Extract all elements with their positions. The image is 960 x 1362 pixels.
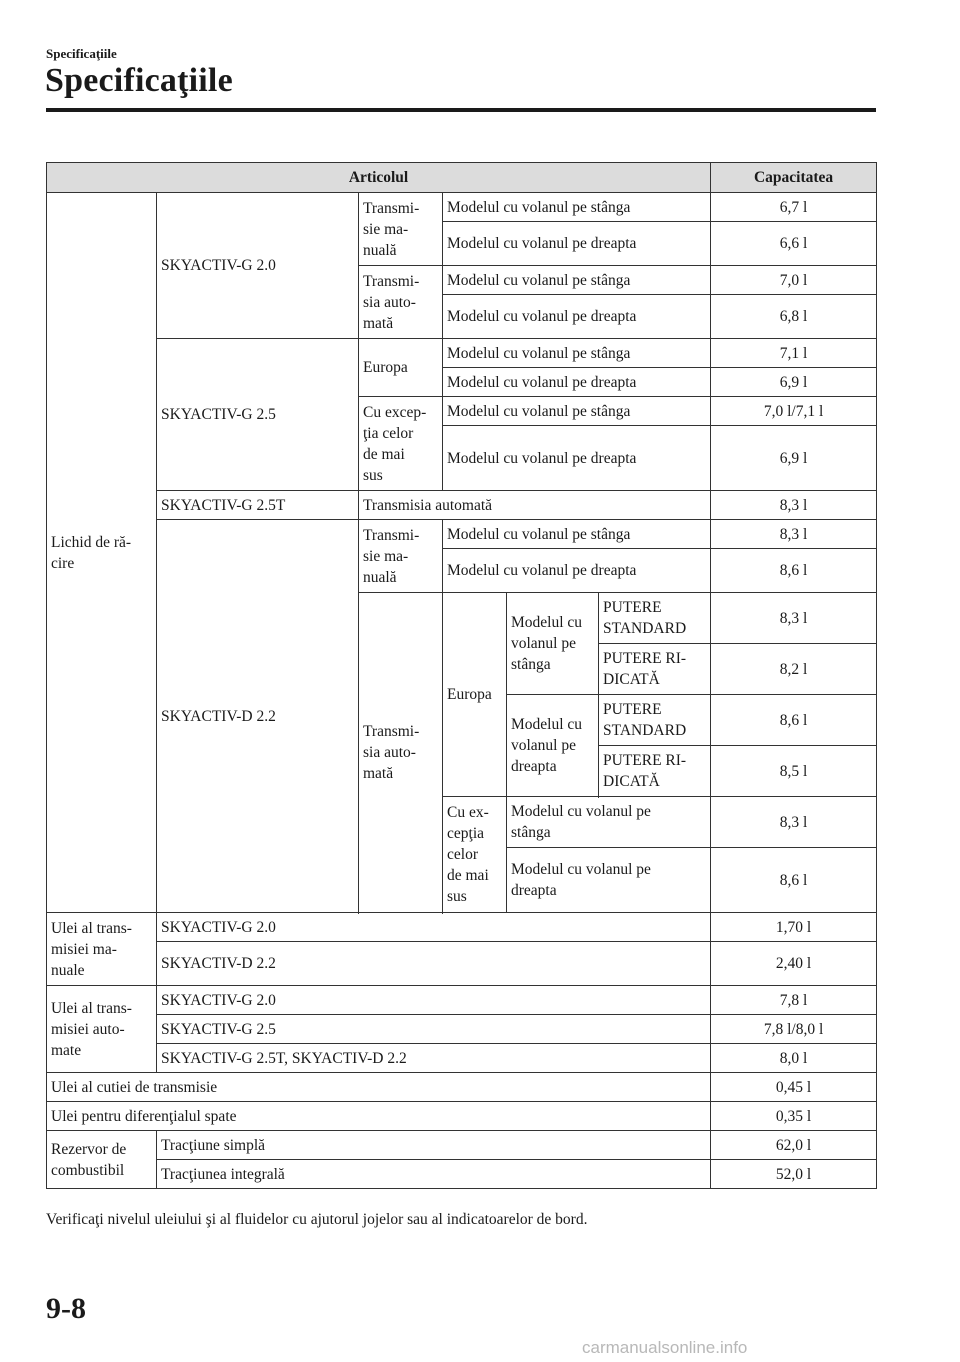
capacity-value: 6,9 l	[711, 426, 877, 491]
capacity-value: 52,0 l	[711, 1160, 877, 1189]
model-cell: Modelul cu volanul pe dreapta	[443, 426, 711, 491]
model-cell: Modelul cu volanul pe stânga	[443, 397, 711, 426]
model-cell: Modelul cu volanul pe dreapta	[443, 222, 711, 266]
table-row	[47, 1131, 877, 1160]
table-row	[47, 1102, 877, 1131]
engine-cell: SKYACTIV-G 2.5	[157, 1015, 711, 1044]
table-row	[47, 520, 877, 549]
model-cell: Modelul cu volanul pe dreapta	[507, 848, 711, 913]
capacity-value: 7,8 l	[711, 986, 877, 1015]
engine-cell: SKYACTIV-G 2.0	[157, 913, 711, 942]
capacity-value: 6,7 l	[711, 193, 877, 222]
region-cell: Europa	[359, 339, 443, 397]
region-cell: Europa	[443, 593, 507, 797]
engine-cell: SKYACTIV-G 2.0	[157, 193, 359, 339]
power-cell: PUTERE RI- DICATĂ	[599, 746, 711, 797]
footnote: Verificaţi nivelul uleiului şi al fluidelor cu ajutorul jojelor sau al indicatoarelor de bord.	[46, 1211, 588, 1228]
power-cell: PUTERE STANDARD	[599, 593, 711, 644]
region-cell: Cu ex- cepţia celor de mai sus	[443, 797, 507, 913]
section-running-header: Specificaţiile	[46, 46, 117, 61]
engine-cell: SKYACTIV-G 2.5T	[157, 491, 359, 520]
transmission-cell: Transmi- sia auto- mată	[359, 593, 443, 913]
model-cell: Modelul cu volanul pe dreapta	[443, 368, 711, 397]
header-item: Articolul	[47, 163, 711, 193]
capacity-value: 7,0 l	[711, 266, 877, 295]
capacity-value: 8,2 l	[711, 644, 877, 695]
table-row	[47, 942, 877, 986]
capacity-value: 1,70 l	[711, 913, 877, 942]
capacity-value: 6,8 l	[711, 295, 877, 339]
capacity-value: 8,6 l	[711, 549, 877, 593]
header-rule	[46, 108, 876, 112]
engine-cell: SKYACTIV-G 2.5	[157, 339, 359, 491]
manual-oil-label: Ulei al trans- misiei ma- nuale	[47, 913, 157, 986]
page-number: 9-8	[46, 1292, 86, 1325]
table-header-row	[47, 163, 877, 193]
capacity-value: 8,3 l	[711, 491, 877, 520]
drive-cell: Tracţiune simplă	[157, 1131, 711, 1160]
capacity-value: 7,0 l/7,1 l	[711, 397, 877, 426]
capacity-value: 2,40 l	[711, 942, 877, 986]
auto-oil-label: Ulei al trans- misiei auto- mate	[47, 986, 157, 1073]
differential-oil-label: Ulei pentru diferenţialul spate	[47, 1102, 711, 1131]
capacity-value: 8,3 l	[711, 520, 877, 549]
transmission-cell: Transmi- sie ma- nuală	[359, 520, 443, 593]
capacity-value: 62,0 l	[711, 1131, 877, 1160]
model-cell: Modelul cu volanul pe stânga	[507, 797, 711, 848]
capacity-value: 6,6 l	[711, 222, 877, 266]
capacity-value: 7,1 l	[711, 339, 877, 368]
capacities-table	[46, 162, 877, 1189]
header-capacity: Capacitatea	[711, 163, 877, 193]
table-row	[47, 1073, 877, 1102]
table-row	[47, 193, 877, 222]
model-cell: Modelul cu volanul pe dreapta	[443, 549, 711, 593]
model-cell: Modelul cu volanul pe dreapta	[443, 295, 711, 339]
page-title: Specificaţiile	[45, 62, 233, 99]
coolant-label: Lichid de ră- cire	[47, 193, 157, 913]
transmission-cell: Transmi- sie ma- nuală	[359, 193, 443, 266]
transmission-cell: Transmi- sia auto- mată	[359, 266, 443, 339]
capacity-value: 8,0 l	[711, 1044, 877, 1073]
model-cell: Modelul cu volanul pe stânga	[443, 266, 711, 295]
watermark: carmanualsonline.info	[582, 1338, 748, 1357]
model-cell: Modelul cu volanul pe stânga	[507, 593, 599, 695]
region-cell: Cu excep- ţia celor de mai sus	[359, 397, 443, 491]
table-row	[47, 1015, 877, 1044]
table-row	[47, 491, 877, 520]
transmission-cell: Transmisia automată	[359, 491, 711, 520]
model-cell: Modelul cu volanul pe stânga	[443, 193, 711, 222]
gearbox-oil-label: Ulei al cutiei de transmisie	[47, 1073, 711, 1102]
capacity-value: 8,6 l	[711, 848, 877, 913]
capacity-value: 0,35 l	[711, 1102, 877, 1131]
capacity-value: 8,3 l	[711, 797, 877, 848]
engine-cell: SKYACTIV-G 2.5T, SKYACTIV-D 2.2	[157, 1044, 711, 1073]
capacity-value: 6,9 l	[711, 368, 877, 397]
engine-cell: SKYACTIV-G 2.0	[157, 986, 711, 1015]
table-row	[47, 339, 877, 368]
capacity-value: 8,3 l	[711, 593, 877, 644]
table-row	[47, 1160, 877, 1189]
power-cell: PUTERE STANDARD	[599, 695, 711, 746]
model-cell: Modelul cu volanul pe stânga	[443, 339, 711, 368]
engine-cell: SKYACTIV-D 2.2	[157, 942, 711, 986]
table-row	[47, 1044, 877, 1073]
capacity-value: 8,5 l	[711, 746, 877, 797]
capacity-value: 0,45 l	[711, 1073, 877, 1102]
capacity-value: 8,6 l	[711, 695, 877, 746]
table-row	[47, 986, 877, 1015]
power-cell: PUTERE RI- DICATĂ	[599, 644, 711, 695]
capacity-value: 7,8 l/8,0 l	[711, 1015, 877, 1044]
fuel-tank-label: Rezervor de combustibil	[47, 1131, 157, 1189]
model-cell: Modelul cu volanul pe stânga	[443, 520, 711, 549]
model-cell: Modelul cu volanul pe dreapta	[507, 695, 599, 797]
drive-cell: Tracţiunea integrală	[157, 1160, 711, 1189]
table-row	[47, 913, 877, 942]
engine-cell: SKYACTIV-D 2.2	[157, 520, 359, 913]
